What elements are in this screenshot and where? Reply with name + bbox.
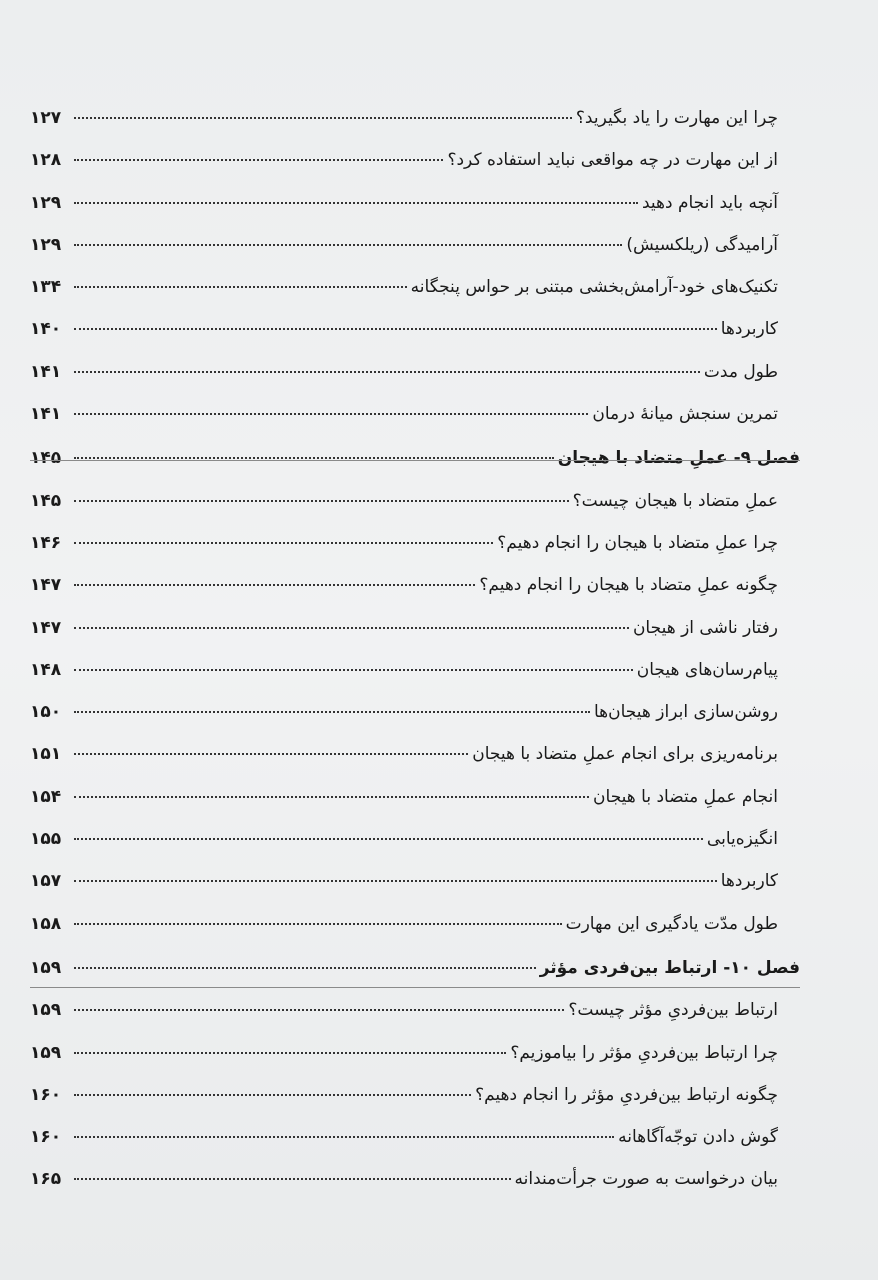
- dot-leader: [74, 1009, 564, 1011]
- toc-entry: [30, 533, 800, 575]
- toc-page-number: ۱۲۹: [30, 192, 62, 213]
- toc-entry-title: پیام‌رسان‌های هیجان: [636, 659, 778, 680]
- toc-entry-title: چرا این مهارت را یاد بگیرید؟: [575, 108, 778, 128]
- toc-entry-title: رفتار ناشی از هیجان: [632, 617, 778, 638]
- toc-page-number: ۱۵۵: [30, 829, 62, 850]
- dot-leader: [74, 371, 700, 373]
- toc-page-number: ۱۲۸: [30, 150, 62, 171]
- dot-leader: [74, 796, 589, 798]
- toc-page-number: ۱۵۹: [30, 1042, 62, 1063]
- toc-page-number: ۱۴۵: [30, 448, 62, 469]
- toc-page-number: ۱۴۵: [30, 490, 62, 511]
- toc-page-number: ۱۵۰: [30, 702, 62, 723]
- toc-page-number: ۱۲۹: [30, 234, 62, 255]
- dot-leader: [74, 159, 443, 161]
- toc-entry: [30, 702, 800, 744]
- toc-entry-title: تمرین سنجش میانهٔ درمان: [592, 404, 778, 425]
- toc-page-number: ۱۶۰: [30, 1127, 62, 1148]
- toc-entry: [30, 1085, 800, 1127]
- toc-entry: [30, 914, 800, 956]
- toc-page-number: ۱۵۹: [30, 957, 62, 978]
- toc-page-number: ۱۶۰: [30, 1084, 62, 1105]
- dot-leader: [74, 542, 493, 544]
- toc-page-number: ۱۴۷: [30, 575, 62, 596]
- toc-entry: [30, 491, 800, 533]
- toc-entry-title: انجام عملِ متضاد با هیجان: [593, 786, 778, 807]
- toc-entry: [30, 404, 800, 446]
- dot-leader: [74, 923, 562, 925]
- chapter-9-separator: [30, 460, 800, 462]
- toc-entry: [30, 1169, 800, 1211]
- toc-entry: [30, 787, 800, 829]
- dot-leader: [74, 328, 717, 330]
- toc-entry-title: فصل ۱۰- ارتباط بین‌فردی مؤثر: [539, 957, 800, 978]
- toc-entry-title: گوش دادن توجّه‌آگاهانه: [618, 1127, 778, 1148]
- toc-page-number: ۱۶۵: [30, 1169, 62, 1190]
- toc-entry: [30, 235, 800, 277]
- toc-entry: [30, 362, 800, 404]
- dot-leader: [74, 1052, 506, 1054]
- toc-entry: [30, 319, 800, 361]
- dot-leader: [74, 711, 590, 713]
- toc-entry: [30, 277, 800, 319]
- toc-page-number: ۱۴۱: [30, 361, 62, 382]
- toc-entry: [30, 1127, 800, 1169]
- dot-leader: [74, 413, 588, 415]
- dot-leader: [74, 500, 569, 502]
- toc-page-number: ۱۴۷: [30, 617, 62, 638]
- toc-entry-title: عملِ متضاد با هیجان چیست؟: [572, 490, 778, 511]
- toc-entry: [30, 108, 800, 150]
- toc-entry: [30, 1000, 800, 1042]
- dot-leader: [74, 584, 475, 586]
- toc-page-number: ۱۳۴: [30, 277, 62, 298]
- toc-entry-title: روشن‌سازی ابراز هیجان‌ها: [594, 702, 778, 723]
- toc-entry-title: انگیزه‌یابی: [706, 829, 778, 850]
- toc-entry-title: برنامه‌ریزی برای انجام عملِ متضاد با هیجان: [472, 744, 778, 765]
- table-of-contents: [30, 108, 800, 1212]
- toc-page-number: ۱۵۷: [30, 871, 62, 892]
- toc-entry-title: آنچه باید انجام دهید: [641, 192, 778, 213]
- dot-leader: [74, 244, 622, 246]
- toc-entry: [30, 871, 800, 913]
- toc-entry-title: چگونه عملِ متضاد با هیجان را انجام دهیم؟: [479, 575, 778, 596]
- toc-entry: [30, 660, 800, 702]
- dot-leader: [74, 117, 572, 119]
- toc-entry-title: ارتباط بین‌فردیِ مؤثر چیست؟: [568, 1000, 778, 1021]
- toc-page-number: ۱۵۴: [30, 786, 62, 807]
- toc-entry-title: آرامیدگی (ریلکسیش): [626, 234, 778, 255]
- toc-entry-title: تکنیک‌های خود-آرامش‌بخشی مبتنی بر حواس پنجگانه: [410, 277, 778, 298]
- toc-entry-title: کاربردها: [720, 871, 778, 892]
- toc-entry-title: چگونه ارتباط بین‌فردیِ مؤثر را انجام دهیم؟: [475, 1084, 778, 1105]
- toc-chapter-heading: [30, 958, 800, 1000]
- toc-entry: [30, 193, 800, 235]
- dot-leader: [74, 967, 536, 969]
- dot-leader: [74, 838, 703, 840]
- dot-leader: [74, 202, 638, 204]
- toc-entry: [30, 744, 800, 786]
- dot-leader: [74, 1136, 614, 1138]
- toc-entry-title: بیان درخواست به صورت جرأت‌مندانه: [514, 1169, 778, 1190]
- dot-leader: [74, 1094, 471, 1096]
- toc-entry: [30, 150, 800, 192]
- toc-page-number: ۱۴۶: [30, 532, 62, 553]
- dot-leader: [74, 880, 717, 882]
- toc-entry: [30, 1043, 800, 1085]
- toc-page-number: ۱۴۰: [30, 319, 62, 340]
- toc-entry: [30, 575, 800, 617]
- chapter-10-separator: [30, 987, 800, 989]
- toc-entry: [30, 829, 800, 871]
- toc-entry-title: کاربردها: [720, 319, 778, 340]
- toc-chapter-heading: [30, 448, 800, 490]
- dot-leader: [74, 627, 629, 629]
- toc-entry-title: طول مدت: [703, 361, 778, 382]
- toc-entry: [30, 618, 800, 660]
- toc-page-number: ۱۴۸: [30, 659, 62, 680]
- toc-page-number: ۱۴۱: [30, 404, 62, 425]
- toc-entry-title: از این مهارت در چه مواقعی نباید استفاده کرد؟: [447, 150, 778, 171]
- toc-page-number: ۱۵۸: [30, 913, 62, 934]
- toc-entry-title: فصل ۹- عملِ متضاد با هیجان: [557, 448, 800, 469]
- toc-page-number: ۱۵۹: [30, 1000, 62, 1021]
- toc-entry-title: طول مدّت یادگیری این مهارت: [565, 913, 778, 934]
- toc-page-number: ۱۲۷: [30, 108, 62, 128]
- dot-leader: [74, 286, 407, 288]
- toc-page-number: ۱۵۱: [30, 744, 62, 765]
- dot-leader: [74, 1178, 511, 1180]
- dot-leader: [74, 753, 468, 755]
- dot-leader: [74, 669, 633, 671]
- toc-entry-title: چرا ارتباط بین‌فردیِ مؤثر را بیاموزیم؟: [510, 1042, 778, 1063]
- toc-entry-title: چرا عملِ متضاد با هیجان را انجام دهیم؟: [497, 532, 778, 553]
